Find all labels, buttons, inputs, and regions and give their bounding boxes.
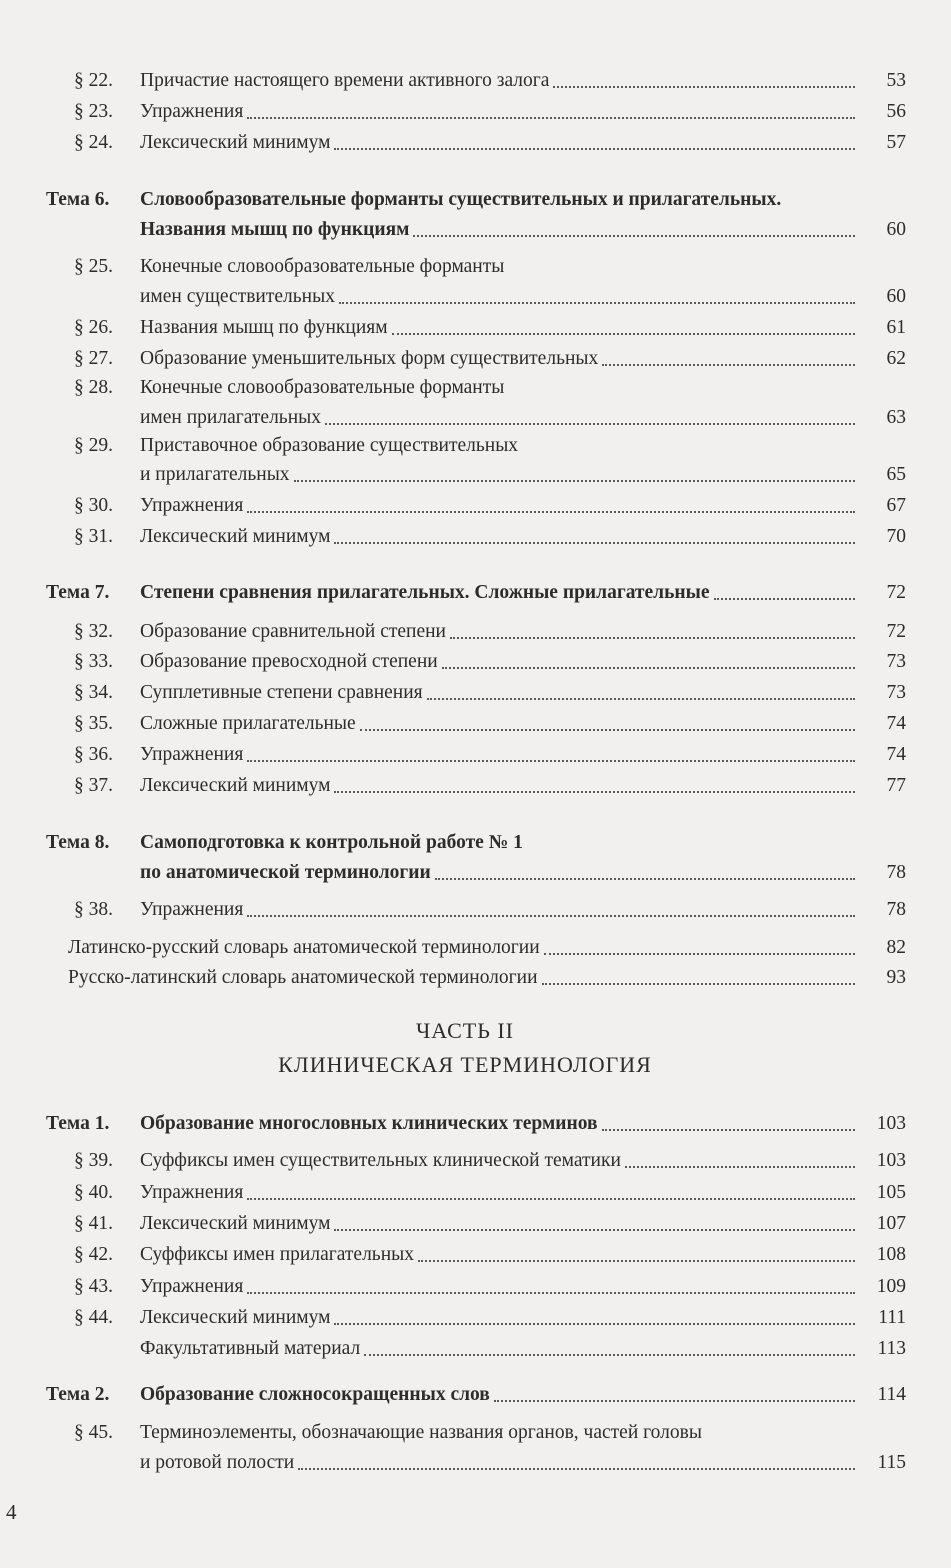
toc-entry-line — [0, 709, 951, 739]
dot-leader — [542, 983, 855, 985]
toc-entry-page: 107 — [876, 1213, 906, 1234]
toc-entry-title: Сложные прилагательные — [140, 713, 356, 734]
toc-entry-page: 78 — [886, 862, 906, 883]
toc-entry-line — [0, 403, 951, 433]
toc-entry-title: Причастие настоящего времени активного залога — [140, 70, 550, 91]
dot-leader — [392, 333, 855, 335]
part-title: КЛИНИЧЕСКАЯ ТЕРМИНОЛОГИЯ — [278, 1052, 652, 1077]
toc-entry-line — [0, 128, 951, 158]
toc-entry-page: 70 — [886, 526, 906, 547]
dot-leader — [625, 1166, 855, 1168]
dot-leader — [494, 1400, 855, 1402]
toc-entry-line — [0, 740, 951, 770]
dot-leader — [553, 86, 855, 88]
toc-entry-line — [0, 1334, 951, 1364]
dot-leader — [602, 364, 855, 366]
toc-entry-title: Факультативный материал — [140, 1338, 361, 1359]
toc-entry-number: § 29. — [74, 435, 113, 456]
toc-entry-line — [0, 1272, 951, 1302]
toc-entry-page: 111 — [878, 1307, 906, 1328]
toc-entry-line — [0, 215, 951, 245]
toc-entry-number: § 44. — [74, 1307, 113, 1328]
toc-entry-title: Образование многословных клинических терминов — [140, 1113, 598, 1134]
toc-entry-number: § 36. — [74, 744, 113, 765]
toc-entry-line — [0, 617, 951, 647]
toc-entry-title: Лексический минимум — [140, 132, 331, 153]
toc-entry-line — [0, 66, 951, 96]
toc-entry-line — [0, 97, 951, 127]
dot-leader — [339, 302, 855, 304]
toc-entry-line — [0, 828, 951, 858]
toc-entry-line — [0, 431, 951, 461]
toc-entry-number: § 32. — [74, 621, 113, 642]
toc-entry-title: Образование сложносокращенных слов — [140, 1384, 490, 1405]
toc-entry-page: 61 — [886, 317, 906, 338]
toc-entry-page: 113 — [877, 1338, 906, 1359]
toc-entry-page: 53 — [886, 70, 906, 91]
toc-entry-number: § 38. — [74, 899, 113, 920]
toc-entry-title: Конечные словообразовательные форманты — [140, 377, 505, 398]
toc-entry-line — [0, 252, 951, 282]
toc-entry-page: 63 — [886, 407, 906, 428]
toc-entry-title: и ротовой полости — [140, 1452, 295, 1473]
toc-entry-number: § 45. — [74, 1422, 113, 1443]
toc-entry-number: Тема 2. — [46, 1384, 110, 1405]
toc-entry-line — [0, 373, 951, 403]
toc-entry-line — [0, 578, 951, 608]
toc-entry-title: Лексический минимум — [140, 526, 331, 547]
dot-leader — [442, 667, 855, 669]
toc-entry-line — [0, 771, 951, 801]
toc-entry-line — [0, 313, 951, 343]
toc-entry-title: Суффиксы имен существительных клинической тематики — [140, 1150, 621, 1171]
toc-entry-number: § 23. — [74, 101, 113, 122]
dot-leader — [544, 953, 855, 955]
toc-entry-page: 114 — [877, 1384, 906, 1405]
toc-entry-page: 93 — [886, 967, 906, 988]
toc-entry-title: Суффиксы имен прилагательных — [140, 1244, 414, 1265]
dot-leader — [364, 1354, 855, 1356]
dot-leader — [450, 637, 855, 639]
toc-entry-page: 73 — [886, 682, 906, 703]
toc-entry-page: 82 — [886, 937, 906, 958]
toc-entry-number: § 33. — [74, 651, 113, 672]
dot-leader — [247, 1198, 855, 1200]
toc-entry-title: Словообразовательные форманты существительных и прилагательных. — [140, 189, 782, 210]
toc-entry-number: § 42. — [74, 1244, 113, 1265]
toc-entry-title: Супплетивные степени сравнения — [140, 682, 423, 703]
dot-leader — [298, 1468, 855, 1470]
dot-leader — [247, 511, 855, 513]
toc-entry-title: Терминоэлементы, обозначающие названия органов, частей головы — [140, 1422, 702, 1443]
toc-entry-line — [0, 1178, 951, 1208]
toc-entry-title: Названия мышц по функциям — [140, 317, 388, 338]
dot-leader — [602, 1129, 855, 1131]
toc-entry-page: 72 — [886, 621, 906, 642]
toc-entry-page: 56 — [886, 101, 906, 122]
toc-entry-number: § 35. — [74, 713, 113, 734]
toc-entry-line — [0, 1146, 951, 1176]
toc-entry-page: 78 — [886, 899, 906, 920]
toc-entry-title: Самоподготовка к контрольной работе № 1 — [140, 832, 523, 853]
toc-entry-number: § 28. — [74, 377, 113, 398]
dot-leader — [334, 542, 855, 544]
toc-entry-title: по анатомической терминологии — [140, 862, 431, 883]
dot-leader — [247, 117, 855, 119]
toc-entry-number: Тема 8. — [46, 832, 110, 853]
toc-entry-title: Лексический минимум — [140, 1307, 331, 1328]
toc-entry-page: 109 — [876, 1276, 906, 1297]
toc-entry-title: Образование превосходной степени — [140, 651, 438, 672]
toc-entry-title: Образование уменьшительных форм существительных — [140, 348, 599, 369]
toc-entry-number: § 26. — [74, 317, 113, 338]
toc-entry-title: имен существительных — [140, 286, 335, 307]
dot-leader — [247, 760, 855, 762]
dot-leader — [334, 1323, 855, 1325]
toc-entry-title: Упражнения — [140, 1182, 244, 1203]
toc-entry-title: Лексический минимум — [140, 775, 331, 796]
dot-leader — [334, 148, 855, 150]
toc-entry-number: § 39. — [74, 1150, 113, 1171]
dot-leader — [325, 423, 855, 425]
toc-entry-line — [0, 678, 951, 708]
toc-entry-line — [0, 895, 951, 925]
dot-leader — [418, 1260, 855, 1262]
toc-entry-page: 74 — [886, 744, 906, 765]
toc-entry-title: и прилагательных — [140, 464, 290, 485]
toc-entry-title: Степени сравнения прилагательных. Сложные прилагательные — [140, 582, 710, 603]
toc-entry-line — [0, 185, 951, 215]
toc-entry-number: § 34. — [74, 682, 113, 703]
toc-entry-number: § 25. — [74, 256, 113, 277]
toc-entry-number: § 40. — [74, 1182, 113, 1203]
dot-leader — [334, 791, 855, 793]
toc-entry-page: 62 — [886, 348, 906, 369]
toc-entry-title: Упражнения — [140, 744, 244, 765]
dot-leader — [714, 598, 855, 600]
toc-entry-page: 73 — [886, 651, 906, 672]
toc-entry-number: § 22. — [74, 70, 113, 91]
toc-entry-line — [0, 491, 951, 521]
dot-leader — [413, 235, 855, 237]
toc-entry-line — [0, 858, 951, 888]
toc-entry-title: Лексический минимум — [140, 1213, 331, 1234]
toc-entry-page: 60 — [886, 219, 906, 240]
toc-entry-page: 57 — [886, 132, 906, 153]
toc-entry-number: Тема 6. — [46, 189, 110, 210]
toc-entry-page: 74 — [886, 713, 906, 734]
toc-entry-page: 65 — [886, 464, 906, 485]
toc-entry-page: 72 — [886, 582, 906, 603]
toc-entry-title: Конечные словообразовательные форманты — [140, 256, 505, 277]
toc-entry-line — [0, 1303, 951, 1333]
dot-leader — [360, 729, 855, 731]
toc-entry-line — [0, 933, 951, 963]
toc-entry-title: Упражнения — [140, 1276, 244, 1297]
toc-entry-line — [0, 282, 951, 312]
toc-entry-line — [0, 647, 951, 677]
toc-entry-title: Упражнения — [140, 101, 244, 122]
toc-entry-page: 105 — [876, 1182, 906, 1203]
toc-entry-title: Упражнения — [140, 899, 244, 920]
dot-leader — [294, 480, 855, 482]
dot-leader — [247, 1292, 855, 1294]
toc-entry-number: § 37. — [74, 775, 113, 796]
toc-entry-number: § 30. — [74, 495, 113, 516]
dot-leader — [435, 878, 855, 880]
toc-entry-number: § 41. — [74, 1213, 113, 1234]
toc-entry-number: Тема 1. — [46, 1113, 110, 1134]
toc-entry-line — [0, 1240, 951, 1270]
toc-entry-page: 103 — [876, 1150, 906, 1171]
toc-entry-title: Русско-латинский словарь анатомической терминологии — [68, 967, 538, 988]
toc-entry-number: § 24. — [74, 132, 113, 153]
toc-entry-line — [0, 1448, 951, 1478]
toc-entry-page: 108 — [876, 1244, 906, 1265]
toc-entry-line — [0, 344, 951, 374]
toc-entry-number: § 43. — [74, 1276, 113, 1297]
dot-leader — [427, 698, 855, 700]
toc-entry-title: Образование сравнительной степени — [140, 621, 446, 642]
toc-entry-line — [0, 963, 951, 993]
toc-entry-number: § 31. — [74, 526, 113, 547]
toc-entry-line — [0, 460, 951, 490]
toc-entry-page: 115 — [877, 1452, 906, 1473]
toc-entry-line — [0, 1209, 951, 1239]
dot-leader — [247, 915, 855, 917]
toc-entry-title: имен прилагательных — [140, 407, 321, 428]
toc-entry-page: 103 — [876, 1113, 906, 1134]
toc-entry-number: Тема 7. — [46, 582, 110, 603]
toc-entry-line — [0, 522, 951, 552]
toc-entry-line — [0, 1380, 951, 1410]
dot-leader — [334, 1229, 855, 1231]
toc-entry-title: Латинско-русский словарь анатомической терминологии — [68, 937, 540, 958]
toc-entry-line — [0, 1418, 951, 1448]
toc-entry-title: Приставочное образование существительных — [140, 435, 519, 456]
toc-entry-number: § 27. — [74, 348, 113, 369]
toc-entry-page: 67 — [886, 495, 906, 516]
page-number: 4 — [6, 1500, 17, 1524]
toc-entry-title: Названия мышц по функциям — [140, 219, 410, 240]
toc-entry-page: 77 — [886, 775, 906, 796]
toc-entry-line — [0, 1109, 951, 1139]
part-label: ЧАСТЬ II — [416, 1018, 514, 1043]
toc-entry-page: 60 — [886, 286, 906, 307]
toc-entry-title: Упражнения — [140, 495, 244, 516]
